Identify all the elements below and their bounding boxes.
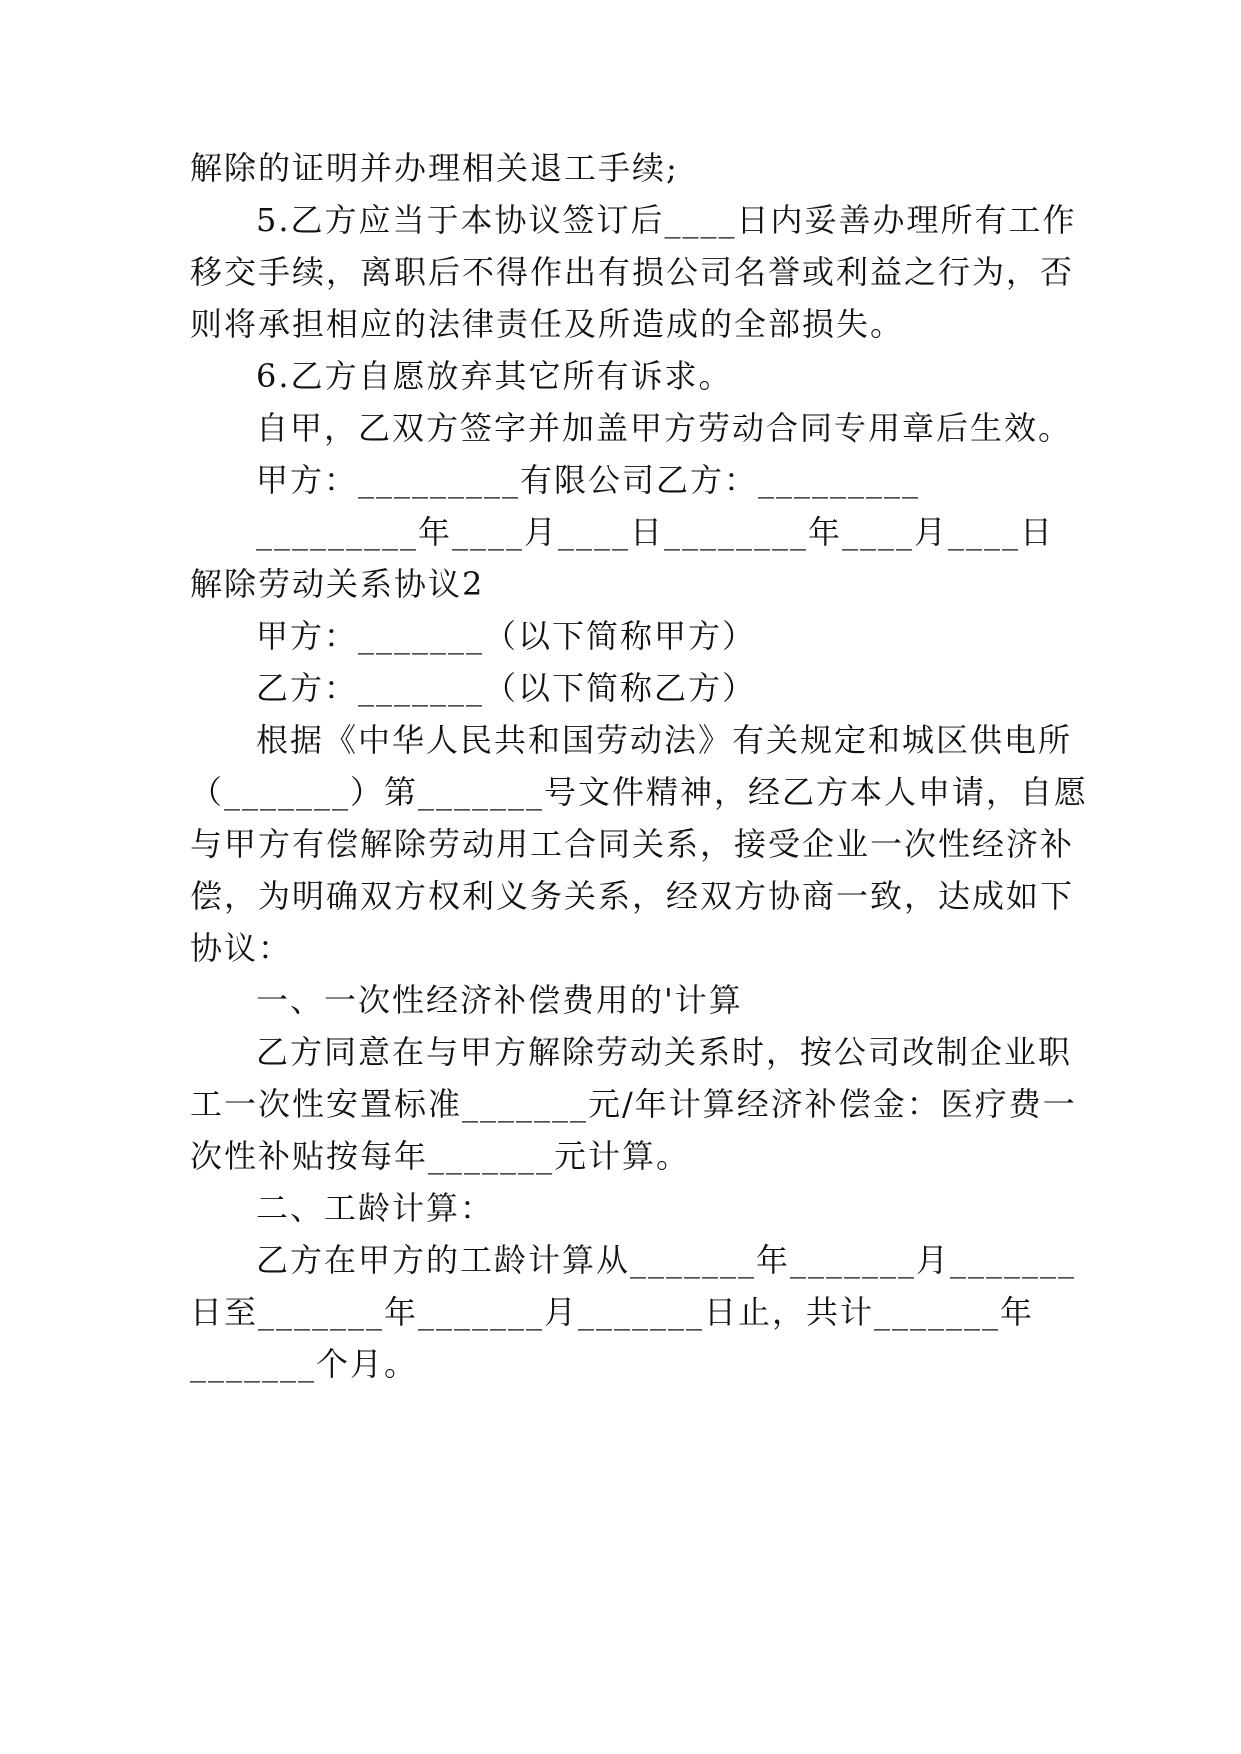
text-line: 解除的证明并办理相关退工手续; bbox=[190, 149, 679, 187]
text-line: 自甲，乙双方签字并加盖甲方劳动合同专用章后生效。 bbox=[256, 409, 1073, 447]
section-title: 解除劳动关系协议2 bbox=[190, 565, 485, 603]
text-line: 偿，为明确双方权利义务关系，经双方协商一致，达成如下 bbox=[190, 877, 1075, 915]
text-line: _______个月。 bbox=[190, 1345, 419, 1383]
text-line: （_______）第_______号文件精神，经乙方本人申请，自愿 bbox=[190, 773, 1089, 811]
text-line: 工一次性安置标准_______元/年计算经济补偿金：医疗费一 bbox=[190, 1085, 1077, 1123]
section-heading: 一、一次性经济补偿费用的'计算 bbox=[256, 981, 743, 1019]
signature-line: 甲方：_________有限公司乙方：_________ bbox=[256, 461, 921, 499]
text-line: 乙方同意在与甲方解除劳动关系时，按公司改制企业职 bbox=[256, 1033, 1073, 1071]
text-line: 次性补贴按每年_______元计算。 bbox=[190, 1137, 691, 1175]
text-line: 则将承担相应的法律责任及所造成的全部损失。 bbox=[190, 305, 905, 343]
text-line: 日至_______年_______月_______日止，共计_______年 bbox=[190, 1293, 1035, 1331]
text-line: 与甲方有偿解除劳动用工合同关系，接受企业一次性经济补 bbox=[190, 825, 1075, 863]
text-line: 协议： bbox=[190, 929, 293, 967]
text-line: 5.乙方应当于本协议签订后____日内妥善办理所有工作 bbox=[256, 201, 1077, 239]
text-line: 6.乙方自愿放弃其它所有诉求。 bbox=[256, 357, 733, 395]
party-b-line: 乙方：_______（以下简称乙方） bbox=[256, 669, 757, 707]
text-line: 根据《中华人民共和国劳动法》有关规定和城区供电所 bbox=[256, 721, 1073, 759]
section-heading: 二、工龄计算： bbox=[256, 1189, 495, 1227]
text-line: 乙方在甲方的工龄计算从_______年_______月_______ bbox=[256, 1241, 1077, 1279]
date-line: _________年____月____日________年____月____日 bbox=[256, 513, 1055, 551]
text-line: 移交手续，离职后不得作出有损公司名誉或利益之行为，否 bbox=[190, 253, 1075, 291]
party-a-line: 甲方：_______（以下简称甲方） bbox=[256, 617, 757, 655]
